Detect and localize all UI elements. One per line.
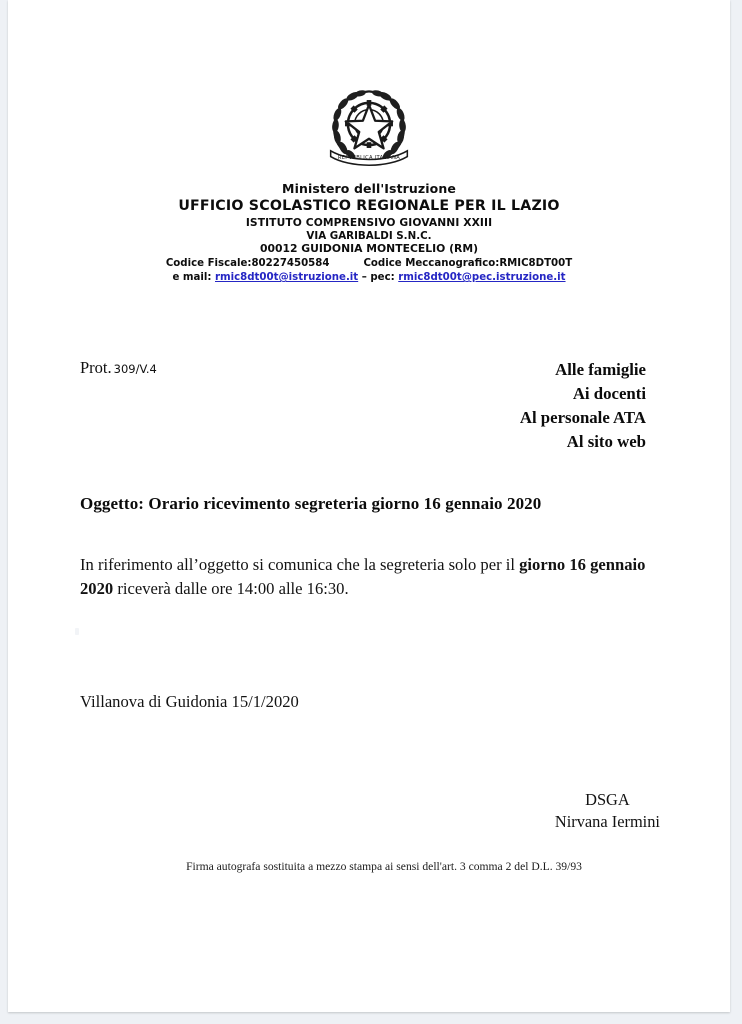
body-text-part1: In riferimento all’oggetto si comunica che la segreteria solo per il <box>80 555 520 574</box>
codice-fiscale: Codice Fiscale:80227450584 <box>165 258 330 269</box>
protocol-number: 309/V.4 <box>113 362 157 376</box>
email-link[interactable]: rmic8dt00t@istruzione.it <box>215 272 359 284</box>
regional-office-name: UFFICIO SCOLASTICO REGIONALE PER IL LAZIO <box>178 197 560 214</box>
signature-role: DSGA <box>585 790 630 809</box>
ministry-name: Ministero dell'Istruzione <box>282 181 456 196</box>
protocol-line <box>80 358 157 378</box>
body-paragraph <box>80 553 676 600</box>
institute-name: ISTITUTO COMPRENSIVO GIOVANNI XXIII <box>245 215 493 229</box>
italian-republic-emblem-icon <box>321 78 417 170</box>
recipient-line: Alle famiglie <box>555 360 646 379</box>
subject-line: Oggetto: Orario ricevimento segreteria giorno 16 gennaio 2020 <box>80 494 542 513</box>
codes-line <box>8 258 730 270</box>
city-address: 00012 GUIDONIA MONTECELIO (RM) <box>259 242 479 256</box>
signature-disclaimer: Firma autografa sostituita a mezzo stampa ai sensi dell'art. 3 comma 2 del D.L. 39/93 <box>186 860 582 873</box>
email-label: e mail: <box>172 272 212 284</box>
recipients-block <box>520 358 646 453</box>
scan-artifact <box>75 628 79 635</box>
signature-block <box>555 789 660 833</box>
pec-label: pec: <box>370 272 395 284</box>
codice-meccanografico: Codice Meccanografico:RMIC8DT00T <box>363 258 573 269</box>
pec-link[interactable]: rmic8dt00t@pec.istruzione.it <box>398 272 566 284</box>
protocol-label: Prot. <box>80 358 112 377</box>
body-text-bold: giorno 16 gennaio 2020 <box>80 555 646 598</box>
street-address: VIA GARIBALDI S.N.C. <box>306 230 432 243</box>
email-line <box>8 272 730 284</box>
ribbon-icon <box>331 151 408 165</box>
ribbon-text: REPVBBLICA ITALIANA <box>337 155 401 162</box>
place-date-line: Villanova di Guidonia 15/1/2020 <box>80 692 299 711</box>
recipient-line: Al sito web <box>566 431 646 451</box>
emblem-container <box>8 78 730 175</box>
letterhead <box>8 182 730 284</box>
recipient-line: Al personale ATA <box>519 407 646 427</box>
email-separator: – <box>361 272 367 284</box>
body-text-part2: riceverà dalle ore 14:00 alle 16:30. <box>113 578 349 598</box>
signature-name: Nirvana Iermini <box>554 811 660 831</box>
recipient-line: Ai docenti <box>572 383 646 403</box>
document-page <box>8 0 730 1012</box>
